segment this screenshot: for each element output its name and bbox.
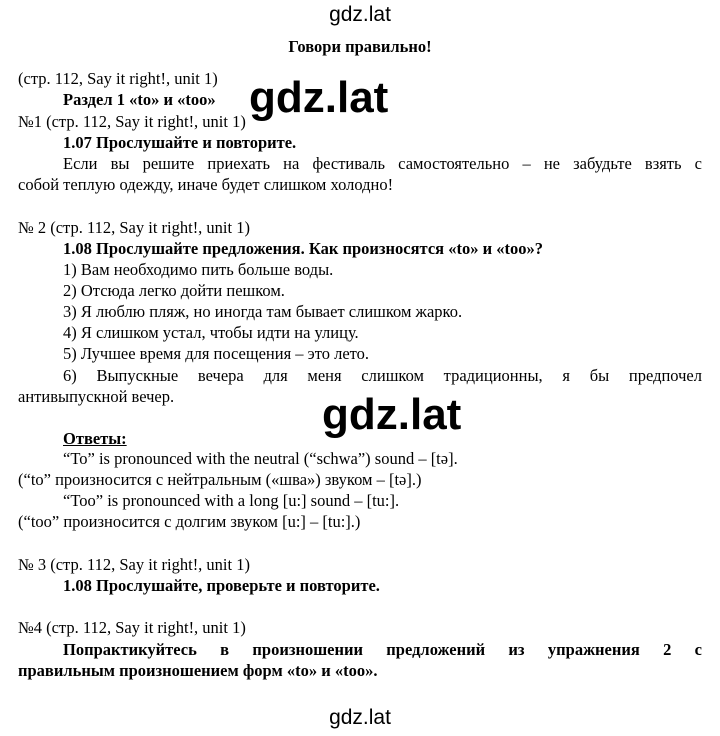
list-item: 5) Лучшее время для посещения – это лето.: [63, 344, 370, 363]
answers-label: Ответы:: [63, 429, 127, 448]
list-item-continuation: антивыпускной вечер.: [18, 387, 175, 406]
answer-line: (“too” произносится с долгим звуком [u:] – [tu:].): [18, 512, 361, 531]
section-heading: Раздел 1 «to» и «too»: [63, 90, 216, 109]
intro-ref: (стр. 112, Say it right!, unit 1): [18, 69, 218, 88]
watermark-top: gdz.lat: [329, 3, 391, 26]
page-title: Говори правильно!: [288, 37, 432, 56]
ex1-task: 1.07 Прослушайте и повторите.: [63, 133, 297, 152]
watermark-bottom: gdz.lat: [329, 706, 391, 729]
answer-line: (“to” произносится с нейтральным («шва») звуком – [tə].): [18, 470, 422, 489]
ex1-text-line1: Если вы решите приехать на фестиваль самостоятельно – не забудьте взять с: [63, 154, 702, 173]
ex1-text-line2: собой теплую одежду, иначе будет слишком холодно!: [18, 175, 394, 194]
list-item: 4) Я слишком устал, чтобы идти на улицу.: [63, 323, 359, 342]
ex2-ref: № 2 (стр. 112, Say it right!, unit 1): [18, 218, 250, 237]
ex3-task: 1.08 Прослушайте, проверьте и повторите.: [63, 576, 380, 595]
ex4-task-line2: правильным произношением форм «to» и «too».: [18, 661, 378, 680]
watermark-middle-2: gdz.lat: [322, 390, 462, 439]
list-item: 6) Выпускные вечера для меня слишком традиционны, я бы предпочел: [63, 366, 702, 385]
list-item: 2) Отсюда легко дойти пешком.: [63, 281, 285, 300]
list-item: 1) Вам необходимо пить больше воды.: [63, 260, 334, 279]
ex1-ref: №1 (стр. 112, Say it right!, unit 1): [18, 112, 246, 131]
answer-line: “Too” is pronounced with a long [u:] sound – [tu:].: [63, 491, 400, 510]
ex3-ref: № 3 (стр. 112, Say it right!, unit 1): [18, 555, 250, 574]
answer-line: “To” is pronounced with the neutral (“schwa”) sound – [tə].: [63, 449, 458, 468]
ex4-ref: №4 (стр. 112, Say it right!, unit 1): [18, 618, 246, 637]
watermark-middle-1: gdz.lat: [249, 73, 389, 122]
ex4-task-line1: Попрактикуйтесь в произношении предложений из упражнения 2 с: [63, 640, 702, 659]
ex2-task: 1.08 Прослушайте предложения. Как произносятся «to» и «too»?: [63, 239, 543, 258]
list-item: 3) Я люблю пляж, но иногда там бывает слишком жарко.: [63, 302, 463, 321]
